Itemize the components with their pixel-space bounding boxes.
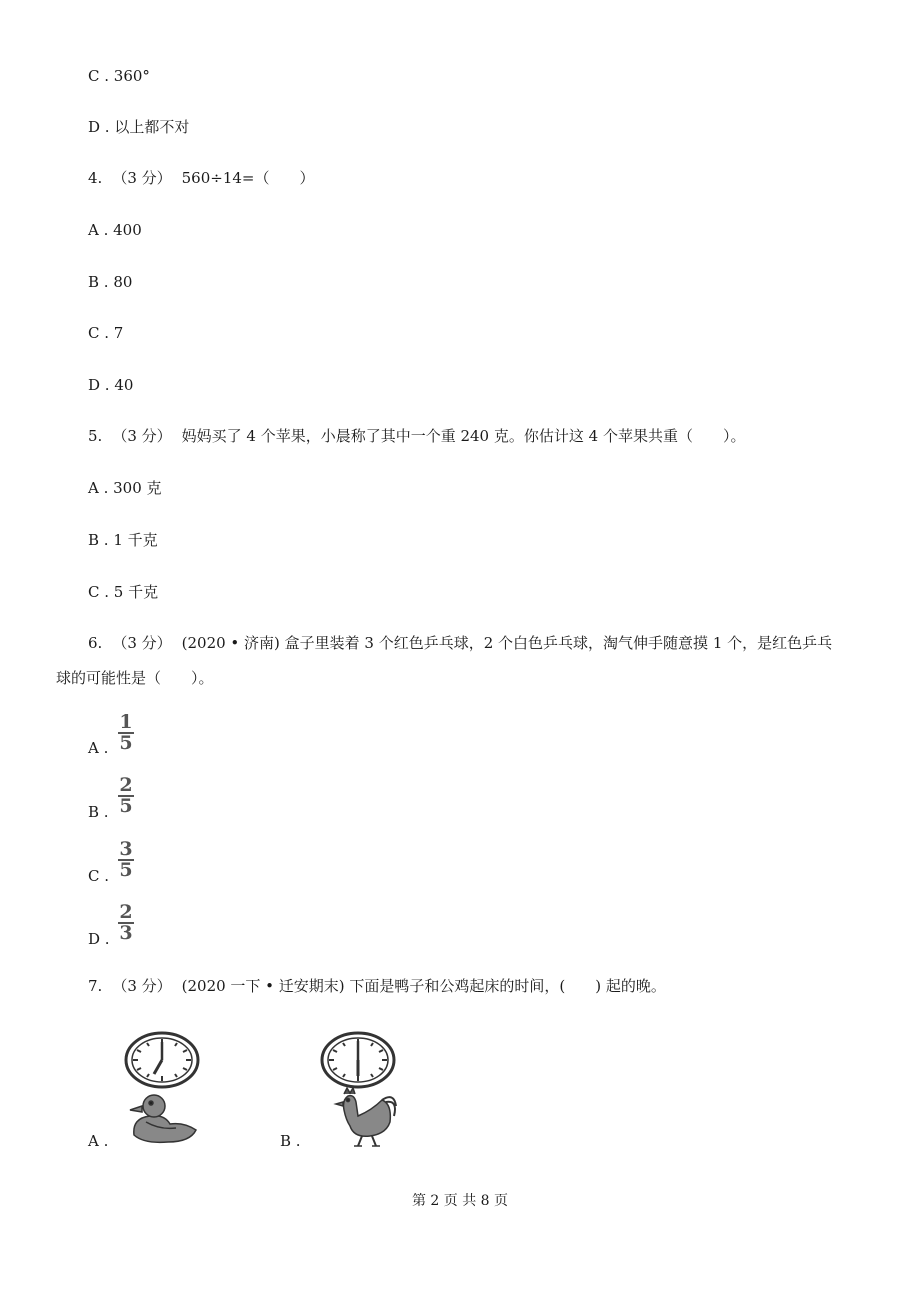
- q7-stem: [88, 976, 666, 996]
- q4-option-b: B . 80: [88, 273, 133, 291]
- duck-icon: [130, 1095, 196, 1142]
- q6-number: 6.: [88, 634, 103, 652]
- q6-option-c-label: C .: [88, 867, 110, 885]
- q4-option-a: A . 400: [88, 221, 142, 239]
- q5-option-a: A . 300 克: [88, 479, 162, 497]
- rooster-icon: [336, 1088, 396, 1146]
- q4-text: 560÷14=（ ）: [181, 169, 315, 187]
- q7-score: （3 分）: [112, 977, 172, 995]
- q7-option-b-label: B .: [280, 1132, 301, 1150]
- q6-option-a-fraction: [118, 711, 134, 754]
- q5-option-c: C . 5 千克: [88, 583, 159, 601]
- q6-option-d-label: D .: [88, 930, 110, 948]
- q4-stem: [88, 168, 314, 188]
- fraction-numerator: 1: [119, 711, 133, 733]
- fraction-denominator: 5: [119, 859, 133, 881]
- q4-option-d: D . 40: [88, 376, 134, 394]
- clock-icon: [322, 1033, 394, 1087]
- q5-number: 5.: [88, 427, 103, 445]
- q5-stem: [88, 426, 745, 446]
- q6-score: （3 分）: [112, 634, 172, 652]
- fraction-numerator: 3: [119, 838, 133, 860]
- q3-option-d: D . 以上都不对: [88, 118, 190, 136]
- fraction-numerator: 2: [119, 774, 133, 796]
- q6-stem: [88, 633, 832, 653]
- q4-option-c: C . 7: [88, 324, 124, 342]
- q6-option-a-label: A .: [88, 739, 109, 757]
- q6-text-line1: (2020 • 济南) 盒子里装着 3 个红色乒乓球，2 个白色乒乓球，淘气伸手随意摸 1 个，是红色乒乓: [181, 634, 833, 652]
- fraction-denominator: 3: [119, 922, 133, 944]
- q6-option-d-fraction: [118, 901, 134, 944]
- page-footer: 第 2 页 共 8 页: [411, 1193, 509, 1209]
- q7-number: 7.: [88, 977, 103, 995]
- fraction-denominator: 5: [119, 795, 133, 817]
- q4-score: （3 分）: [112, 169, 172, 187]
- fraction-denominator: 5: [119, 732, 133, 754]
- q7-text: (2020 一下 • 迁安期末) 下面是鸭子和公鸡起床的时间，( ) 起的晚。: [181, 977, 666, 995]
- q6-option-c-fraction: [118, 838, 134, 881]
- duck-clock-picture: [124, 1030, 204, 1148]
- fraction-numerator: 2: [119, 901, 133, 923]
- q6-option-b-label: B .: [88, 803, 109, 821]
- clock-icon: [126, 1033, 198, 1087]
- q4-number: 4.: [88, 169, 103, 187]
- q5-score: （3 分）: [112, 427, 172, 445]
- q7-option-a-label: A .: [88, 1132, 109, 1150]
- q5-text: 妈妈买了 4 个苹果，小晨称了其中一个重 240 克。你估计这 4 个苹果共重（ ）。: [181, 427, 746, 445]
- q6-option-b-fraction: [118, 774, 134, 817]
- q6-text-line2: 球的可能性是（ ）。: [56, 669, 214, 687]
- q3-option-c: C . 360°: [88, 67, 150, 85]
- q5-option-b: B . 1 千克: [88, 531, 158, 549]
- rooster-clock-picture: [320, 1030, 400, 1148]
